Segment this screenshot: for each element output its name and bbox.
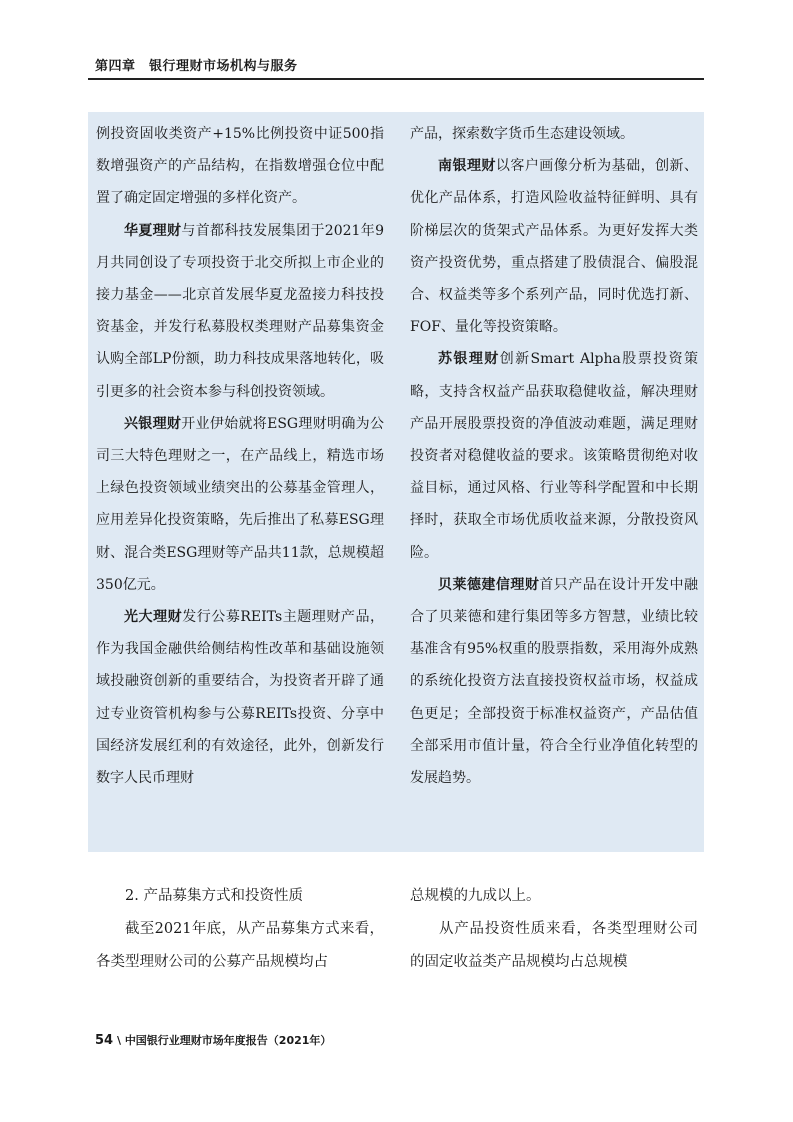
box-paragraph <box>96 408 384 601</box>
box-paragraph <box>410 150 698 343</box>
header-divider <box>88 78 704 80</box>
box-paragraph <box>410 569 698 794</box>
case-study-box <box>88 112 704 852</box>
box-paragraph <box>96 601 384 794</box>
institution-name: 光大理财 <box>124 609 183 626</box>
body-left-column <box>96 880 384 979</box>
institution-name: 贝莱德建信理财 <box>438 576 540 593</box>
institution-name: 兴银理财 <box>124 415 182 432</box>
body-paragraph: 截至2021年底，从产品募集方式来看，各类型理财公司的公募产品规模均占 <box>96 921 384 970</box>
paragraph-text: 与首都科技发展集团于2021年9月共同创设了专项投资于北交所拟上市企业的接力基金——北京首发展华夏龙盈接力科技投资基金，并发行私募股权类理财产品募集资金认购全部LP份额，助力科技成果落地转化，吸引更多的社会资本参与科创投资领域。 <box>96 222 385 400</box>
section-heading: 2. 产品募集方式和投资性质 <box>125 888 303 904</box>
body-paragraph: 从产品投资性质来看，各类型理财公司的固定收益类产品规模均占总规模 <box>410 921 698 970</box>
box-paragraph <box>410 343 698 568</box>
chapter-header: 第四章 银行理财市场机构与服务 <box>95 59 298 74</box>
body-right-column <box>410 880 698 979</box>
paragraph-text: 发行公募REITs主题理财产品，作为我国金融供给侧结构性改革和基础设施领域投融资创新的重要结合，为投资者开辟了通过专业资管机构参与公募REITs投资、分享中国经济发展红利的有效途径，此外，创新发行数字人民币理财 <box>96 609 384 787</box>
footer-separator: \ <box>116 1034 121 1047</box>
paragraph-text: 以客户画像分析为基础，创新、优化产品体系，打造风险收益特征鲜明、具有阶梯层次的货架式产品体系。为更好发挥大类资产投资优势，重点搭建了股债混合、偏股混合、权益类等多个系列产品，同时优选打新、FOF、量化等投资策略。 <box>410 158 699 336</box>
institution-name: 苏银理财 <box>438 351 500 368</box>
box-paragraph: 例投资固收类资产+15%比例投资中证500指数增强资产的产品结构，在指数增强仓位中配置了确定固定增强的多样化资产。 <box>96 126 384 207</box>
box-paragraph: 产品，探索数字货币生态建设领域。 <box>410 126 634 142</box>
paragraph-text: 创新Smart Alpha股票投资策略，支持含权益产品获取稳健收益，解决理财产品开展股票投资的净值波动难题，满足理财投资者对稳健收益的要求。该策略贯彻绝对收益目标，通过风格、行业等科学配置和中长期择时，获取全市场优质收益来源，分散投资风险。 <box>410 351 698 561</box>
institution-name: 华夏理财 <box>124 222 182 239</box>
box-paragraph <box>96 215 384 408</box>
institution-name: 南银理财 <box>438 158 496 175</box>
page-number: 54 <box>95 1033 114 1048</box>
box-right-column <box>410 118 698 794</box>
paragraph-text: 首只产品在设计开发中融合了贝莱德和建行集团等多方智慧，业绩比较基准含有95%权重的股票指数，采用海外成熟的系统化投资方法直接投资权益市场，权益成色更足；全部投资于标准权益资产，产品估值全部采用市值计量，符合全行业净值化转型的发展趋势。 <box>410 576 699 787</box>
body-paragraph: 总规模的九成以上。 <box>410 888 541 904</box>
box-left-column <box>96 118 384 794</box>
paragraph-text: 开业伊始就将ESG理财明确为公司三大特色理财之一，在产品线上，精选市场上绿色投资领域业绩突出的公募基金管理人，应用差异化投资策略，先后推出了私募ESG理财、混合类ESG理财等产品共11款，总规模超350亿元。 <box>96 415 384 593</box>
page-footer <box>95 1032 331 1048</box>
report-title: 中国银行业理财市场年度报告（2021年） <box>124 1034 332 1047</box>
